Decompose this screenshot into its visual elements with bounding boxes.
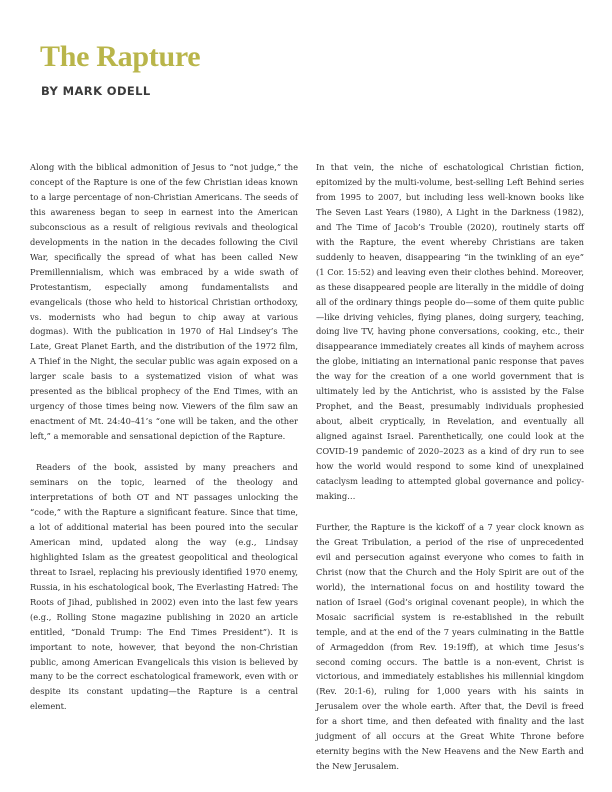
body-paragraph: Readers of the book, assisted by many preachers and seminars on the topic, learned of the theology and interpretations of both OT and NT passages unlocking the “code,” with the Rapture a significant feature. Since that time, a lot of additional material has been poured into the secular American mind, updated along the way (e.g., Lindsay highlighted Islam as the greatest geopolitical and theological threat to Israel, replacing his previously identified 1970 enemy, Russia, in his eschatological book, The Everlasting Hatred: The Roots of Jihad, published in 2002) even into the last few years (e.g., Rolling Stone magazine publishing in 2020 an article entitled, “Donald Trump: The End Times President”). It is important to note, however, that beyond the non-Christian public, among American Evangelicals this vision is believed by many to be the correct eschatological framework, even with or despite its constant updating—the Rapture is a central element. [30, 462, 298, 712]
body-paragraph: Along with the biblical admonition of Jesus to “not judge,” the concept of the Rapture is one of the few Christian ideas known to a large percentage of non-Christian Americans. The seeds of this awareness began to seep in earnest into the American subconscious as a result of religious revivals and theological developments in the nation in the decades following the Civil War, specifically the spread of what has been called New Premillennialism, which was embraced by a wide swath of Protestantism, especially among fundamentalists and evangelicals (those who held to historical Christian orthodoxy, vs. modernists who had begun to chip away at various dogmas). With the publication in 1970 of Hal Lindsey’s The Late, Great Planet Earth, and the distribution of the 1972 film, A Thief in the Night, the secular public was again exposed on a larger scale basis to a systematized vision of what was presented as the biblical prophecy of the End Times, with an urgency of those times being now. Viewers of the film saw an enactment of Mt. 24:40–41’s “one will be taken, and the other left,” a memorable and sensational depiction of the Rapture. [30, 162, 298, 442]
article-byline: BY MARK ODELL [41, 84, 151, 98]
body-paragraph: Further, the Rapture is the kickoff of a 7 year clock known as the Great Tribulation, a period of the rise of unprecedented evil and persecution against everyone who comes to faith in Christ (now that the Church and the Holy Spirit are out of the world), the international focus on and hostility toward the nation of Israel (God’s original covenant people), in which the Mosaic sacrificial system is re-established in the rebuilt temple, and at the end of the 7 years culminating in the Battle of Armageddon (from Rev. 19:19ff), at which time Jesus’s second coming occurs. The battle is a non-event, Christ is victorious, and immediately establishes his millennial kingdom (Rev. 20:1-6), ruling for 1,000 years with his saints in Jerusalem over the whole earth. After that, the Devil is freed for a short time, and then defeated with finality and the last judgment of all occurs at the Great White Throne before eternity begins with the New Heavens and the New Earth and the New Jerusalem. [316, 521, 584, 772]
body-paragraph: In that vein, the niche of eschatological Christian fiction, epitomized by the multi-volume, best-selling Left Behind series from 1995 to 2007, but including less well-known books like The Seven Last Years (1980), A Light in the Darkness (1982), and The Time of Jacob’s Trouble (2020), routinely starts off with the Rapture, the event whereby Christians are taken suddenly to heaven, disappearing “in the twinkling of an eye” (1 Cor. 15:52) and leaving even their clothes behind. Moreover, as these disappeared people are literally in the middle of doing all of the ordinary things people do—some of them quite public—like driving vehicles, flying planes, doing surgery, teaching, doing live TV, having phone conversations, cooking, etc., their disappearance immediately creates all kinds of mayhem across the globe, initiating an international panic response that paves the way for the creation of a one world government that is ultimately led by the Antichrist, who is assisted by the False Prophet, and the Beast, presumably individuals prophesied about, albeit cryptically, in Revelation, and eventually all aligned against Israel. Parenthetically, one could look at the COVID-19 pandemic of 2020–2023 as a kind of dry run to see how the world would respond to some kind of unexplained cataclysm leading to attempted global governance and policy-making… [316, 162, 584, 501]
left-column [30, 160, 298, 714]
right-column [316, 160, 584, 774]
article-title: The Rapture [40, 40, 201, 73]
